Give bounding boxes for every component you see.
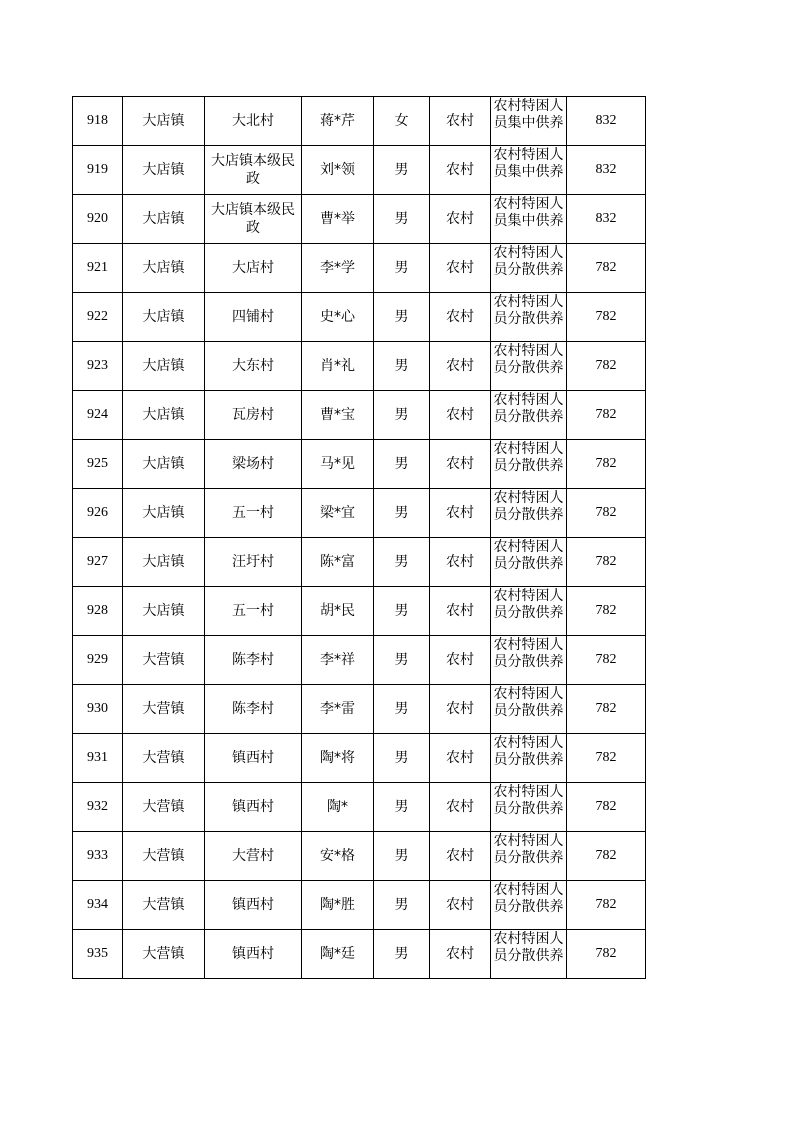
person-name-cell: 李*祥 — [302, 636, 374, 685]
area-type-cell: 农村 — [430, 538, 491, 587]
village-cell — [205, 685, 302, 734]
village-text: 四铺村 — [232, 309, 274, 325]
village-text: 大东村 — [232, 358, 274, 374]
amount-cell: 782 — [567, 832, 646, 881]
table-row — [73, 391, 646, 440]
support-type-text: 农村特困人员分散供养 — [493, 833, 564, 866]
person-name-cell: 曹*宝 — [302, 391, 374, 440]
town-cell: 大店镇 — [123, 489, 205, 538]
area-type-cell: 农村 — [430, 293, 491, 342]
village-text: 陈李村 — [232, 652, 274, 668]
gender-cell: 男 — [374, 440, 430, 489]
amount-cell: 782 — [567, 342, 646, 391]
person-name-cell: 陶*将 — [302, 734, 374, 783]
person-name-cell: 刘*领 — [302, 146, 374, 195]
gender-cell: 男 — [374, 391, 430, 440]
area-type-cell: 农村 — [430, 391, 491, 440]
amount-cell: 832 — [567, 195, 646, 244]
support-type-cell — [491, 587, 567, 636]
village-text: 大店镇本级民政 — [211, 153, 295, 187]
area-type-cell: 农村 — [430, 881, 491, 930]
table-row — [73, 440, 646, 489]
village-text: 汪圩村 — [232, 554, 274, 570]
town-cell: 大店镇 — [123, 195, 205, 244]
support-type-cell — [491, 440, 567, 489]
town-cell: 大店镇 — [123, 391, 205, 440]
support-type-text: 农村特困人员分散供养 — [493, 392, 564, 425]
support-type-text: 农村特困人员分散供养 — [493, 343, 564, 376]
serial-number-cell: 922 — [73, 293, 123, 342]
table-row — [73, 195, 646, 244]
area-type-cell: 农村 — [430, 783, 491, 832]
village-cell — [205, 342, 302, 391]
support-type-text: 农村特困人员分散供养 — [493, 637, 564, 670]
support-type-text: 农村特困人员分散供养 — [493, 931, 564, 964]
table-row — [73, 881, 646, 930]
village-text: 大北村 — [232, 113, 274, 129]
gender-cell: 男 — [374, 930, 430, 979]
amount-cell: 782 — [567, 391, 646, 440]
area-type-cell: 农村 — [430, 489, 491, 538]
serial-number-cell: 923 — [73, 342, 123, 391]
support-type-text: 农村特困人员分散供养 — [493, 882, 564, 915]
table-row — [73, 293, 646, 342]
support-type-cell — [491, 293, 567, 342]
support-type-text: 农村特困人员集中供养 — [493, 147, 564, 180]
table-row — [73, 538, 646, 587]
serial-number-cell: 918 — [73, 97, 123, 146]
area-type-cell: 农村 — [430, 734, 491, 783]
gender-cell: 女 — [374, 97, 430, 146]
town-cell: 大营镇 — [123, 636, 205, 685]
serial-number-cell: 934 — [73, 881, 123, 930]
village-cell — [205, 734, 302, 783]
support-type-cell — [491, 342, 567, 391]
gender-cell: 男 — [374, 685, 430, 734]
gender-cell: 男 — [374, 293, 430, 342]
table-row — [73, 587, 646, 636]
town-cell: 大店镇 — [123, 440, 205, 489]
amount-cell: 782 — [567, 685, 646, 734]
table-row — [73, 734, 646, 783]
village-cell — [205, 636, 302, 685]
support-type-text: 农村特困人员分散供养 — [493, 294, 564, 327]
area-type-cell: 农村 — [430, 930, 491, 979]
serial-number-cell: 929 — [73, 636, 123, 685]
support-type-cell — [491, 97, 567, 146]
support-type-text: 农村特困人员分散供养 — [493, 686, 564, 719]
gender-cell: 男 — [374, 734, 430, 783]
support-type-text: 农村特困人员分散供养 — [493, 539, 564, 572]
village-cell — [205, 538, 302, 587]
village-text: 梁场村 — [232, 456, 274, 472]
support-type-text: 农村特困人员分散供养 — [493, 441, 564, 474]
person-name-cell: 陶*廷 — [302, 930, 374, 979]
person-name-cell: 史*心 — [302, 293, 374, 342]
amount-cell: 782 — [567, 636, 646, 685]
table-row — [73, 146, 646, 195]
town-cell: 大店镇 — [123, 244, 205, 293]
serial-number-cell: 925 — [73, 440, 123, 489]
person-name-cell: 胡*民 — [302, 587, 374, 636]
gender-cell: 男 — [374, 342, 430, 391]
serial-number-cell: 932 — [73, 783, 123, 832]
support-type-cell — [491, 146, 567, 195]
amount-cell: 832 — [567, 146, 646, 195]
support-type-cell — [491, 832, 567, 881]
village-cell — [205, 244, 302, 293]
support-type-cell — [491, 783, 567, 832]
town-cell: 大店镇 — [123, 342, 205, 391]
support-type-cell — [491, 930, 567, 979]
village-cell — [205, 97, 302, 146]
person-name-cell: 安*格 — [302, 832, 374, 881]
serial-number-cell: 926 — [73, 489, 123, 538]
support-type-cell — [491, 244, 567, 293]
village-cell — [205, 930, 302, 979]
area-type-cell: 农村 — [430, 244, 491, 293]
support-type-cell — [491, 489, 567, 538]
village-text: 大营村 — [232, 848, 274, 864]
area-type-cell: 农村 — [430, 587, 491, 636]
village-cell — [205, 783, 302, 832]
serial-number-cell: 919 — [73, 146, 123, 195]
amount-cell: 782 — [567, 734, 646, 783]
amount-cell: 832 — [567, 97, 646, 146]
area-type-cell: 农村 — [430, 440, 491, 489]
village-cell — [205, 881, 302, 930]
village-text: 镇西村 — [232, 897, 274, 913]
gender-cell: 男 — [374, 244, 430, 293]
town-cell: 大营镇 — [123, 734, 205, 783]
support-type-cell — [491, 195, 567, 244]
gender-cell: 男 — [374, 881, 430, 930]
serial-number-cell: 921 — [73, 244, 123, 293]
support-type-cell — [491, 538, 567, 587]
person-name-cell: 蒋*芹 — [302, 97, 374, 146]
gender-cell: 男 — [374, 636, 430, 685]
amount-cell: 782 — [567, 587, 646, 636]
table-body — [73, 97, 646, 979]
support-type-text: 农村特困人员分散供养 — [493, 490, 564, 523]
village-cell — [205, 832, 302, 881]
gender-cell: 男 — [374, 783, 430, 832]
serial-number-cell: 920 — [73, 195, 123, 244]
support-type-text: 农村特困人员分散供养 — [493, 784, 564, 817]
serial-number-cell: 931 — [73, 734, 123, 783]
support-type-text: 农村特困人员集中供养 — [493, 196, 564, 229]
town-cell: 大营镇 — [123, 881, 205, 930]
amount-cell: 782 — [567, 538, 646, 587]
gender-cell: 男 — [374, 489, 430, 538]
town-cell: 大营镇 — [123, 930, 205, 979]
village-cell — [205, 391, 302, 440]
person-name-cell: 马*见 — [302, 440, 374, 489]
serial-number-cell: 924 — [73, 391, 123, 440]
town-cell: 大店镇 — [123, 538, 205, 587]
village-cell — [205, 146, 302, 195]
village-text: 五一村 — [232, 505, 274, 521]
person-name-cell: 李*雷 — [302, 685, 374, 734]
area-type-cell: 农村 — [430, 195, 491, 244]
amount-cell: 782 — [567, 244, 646, 293]
table-row — [73, 685, 646, 734]
amount-cell: 782 — [567, 489, 646, 538]
amount-cell: 782 — [567, 440, 646, 489]
village-cell — [205, 293, 302, 342]
gender-cell: 男 — [374, 538, 430, 587]
person-name-cell: 梁*宜 — [302, 489, 374, 538]
village-cell — [205, 489, 302, 538]
person-name-cell: 曹*举 — [302, 195, 374, 244]
support-type-text: 农村特困人员分散供养 — [493, 735, 564, 768]
table-row — [73, 930, 646, 979]
person-name-cell: 陶*胜 — [302, 881, 374, 930]
village-text: 陈李村 — [232, 701, 274, 717]
gender-cell: 男 — [374, 587, 430, 636]
person-name-cell: 李*学 — [302, 244, 374, 293]
town-cell: 大店镇 — [123, 587, 205, 636]
village-cell — [205, 587, 302, 636]
town-cell: 大营镇 — [123, 685, 205, 734]
village-text: 镇西村 — [232, 750, 274, 766]
table-row — [73, 342, 646, 391]
village-text: 瓦房村 — [232, 407, 274, 423]
support-type-text: 农村特困人员分散供养 — [493, 588, 564, 621]
area-type-cell: 农村 — [430, 685, 491, 734]
person-name-cell: 陈*富 — [302, 538, 374, 587]
amount-cell: 782 — [567, 881, 646, 930]
town-cell: 大店镇 — [123, 293, 205, 342]
table-row — [73, 244, 646, 293]
table-row — [73, 783, 646, 832]
table-row — [73, 636, 646, 685]
town-cell: 大店镇 — [123, 146, 205, 195]
area-type-cell: 农村 — [430, 146, 491, 195]
amount-cell: 782 — [567, 293, 646, 342]
support-type-text: 农村特困人员集中供养 — [493, 98, 564, 131]
data-table — [72, 96, 646, 979]
town-cell: 大店镇 — [123, 97, 205, 146]
serial-number-cell: 930 — [73, 685, 123, 734]
gender-cell: 男 — [374, 195, 430, 244]
amount-cell: 782 — [567, 783, 646, 832]
support-type-cell — [491, 391, 567, 440]
village-text: 大店镇本级民政 — [211, 202, 295, 236]
table-row — [73, 489, 646, 538]
village-text: 五一村 — [232, 603, 274, 619]
support-type-cell — [491, 636, 567, 685]
person-name-cell: 陶* — [302, 783, 374, 832]
amount-cell: 782 — [567, 930, 646, 979]
village-cell — [205, 195, 302, 244]
area-type-cell: 农村 — [430, 832, 491, 881]
serial-number-cell: 933 — [73, 832, 123, 881]
area-type-cell: 农村 — [430, 636, 491, 685]
gender-cell: 男 — [374, 146, 430, 195]
village-text: 大店村 — [232, 260, 274, 276]
support-type-cell — [491, 734, 567, 783]
serial-number-cell: 927 — [73, 538, 123, 587]
town-cell: 大营镇 — [123, 783, 205, 832]
support-type-cell — [491, 881, 567, 930]
village-text: 镇西村 — [232, 946, 274, 962]
table-row — [73, 832, 646, 881]
support-type-text: 农村特困人员分散供养 — [493, 245, 564, 278]
gender-cell: 男 — [374, 832, 430, 881]
support-type-cell — [491, 685, 567, 734]
table-row — [73, 97, 646, 146]
person-name-cell: 肖*礼 — [302, 342, 374, 391]
area-type-cell: 农村 — [430, 342, 491, 391]
serial-number-cell: 928 — [73, 587, 123, 636]
village-text: 镇西村 — [232, 799, 274, 815]
town-cell: 大营镇 — [123, 832, 205, 881]
serial-number-cell: 935 — [73, 930, 123, 979]
village-cell — [205, 440, 302, 489]
area-type-cell: 农村 — [430, 97, 491, 146]
